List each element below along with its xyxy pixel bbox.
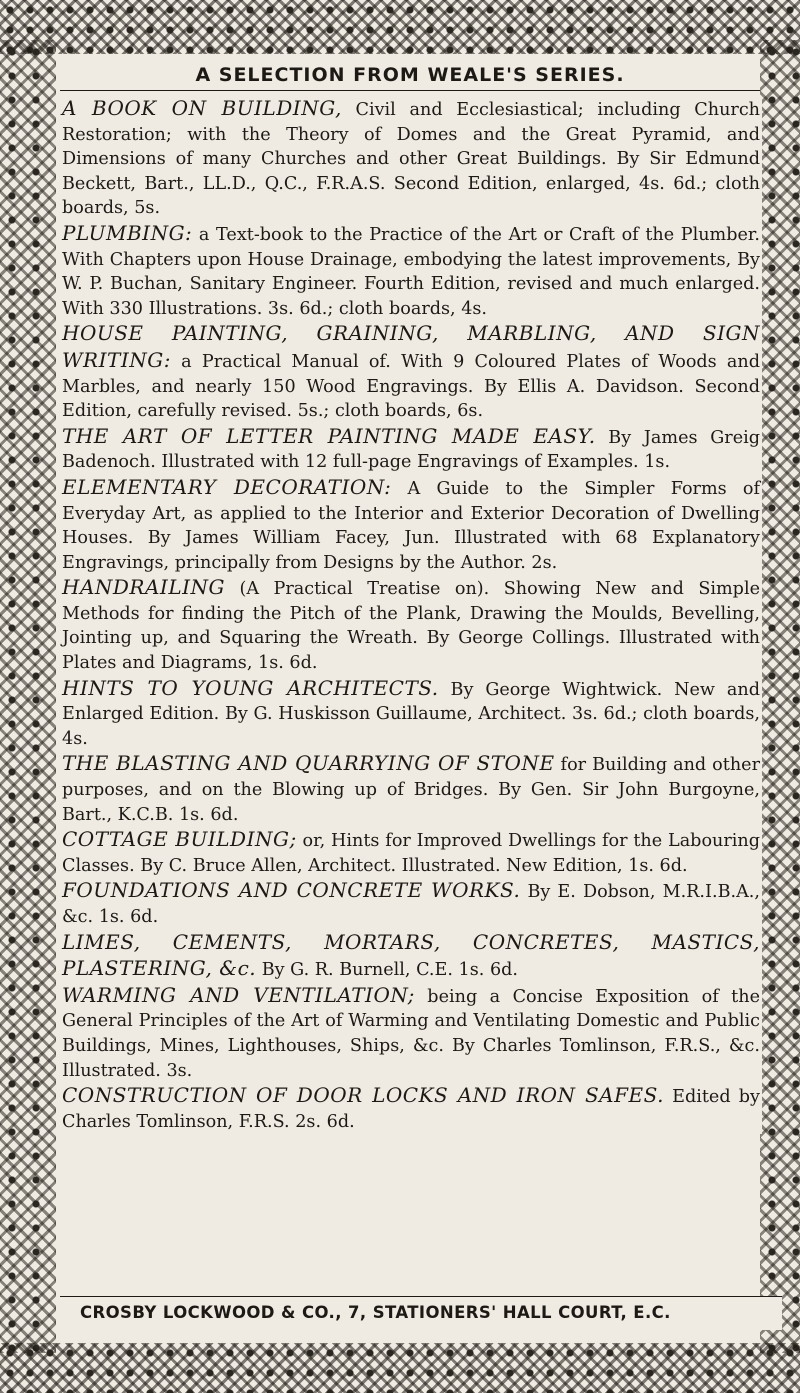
entry-text: or, Hints for Improved Dwellings for the Labouring Classes. By C. Bruce Allen, Architect. Illustrated. New Edition, 1s. 6d. (62, 831, 760, 876)
page-title: A SELECTION FROM WEALE'S SERIES. (195, 64, 625, 86)
catalogue-entry (60, 424, 762, 475)
page-header (60, 58, 760, 91)
entry-title: HANDRAILING (62, 575, 225, 600)
catalogue-entry (60, 676, 762, 752)
entry-text: for Building and other purposes, and on the Blowing up of Bridges. By Gen. Sir John Burgoyne, Bart., K.C.B. 1s. 6d. (62, 755, 760, 825)
catalogue-entry (60, 983, 762, 1083)
publisher-imprint: CROSBY LOCKWOOD & CO., 7, STATIONERS' HALL COURT, E.C. (60, 1296, 782, 1330)
catalogue-entry (60, 96, 762, 221)
entry-title: PLUMBING: (62, 220, 193, 245)
catalogue-entry (60, 827, 762, 878)
catalogue-entry (60, 1083, 762, 1134)
entry-title: THE ART OF LETTER PAINTING MADE EASY. (62, 423, 596, 448)
entry-title: FOUNDATIONS AND CONCRETE WORKS. (62, 878, 521, 903)
catalogue-entry (60, 930, 762, 983)
catalogue-entry (60, 321, 762, 423)
catalogue-entry (60, 221, 762, 321)
entry-title: THE BLASTING AND QUARRYING OF STONE (62, 751, 555, 776)
entry-title: WARMING AND VENTILATION; (62, 982, 415, 1007)
entry-title: COTTAGE BUILDING; (62, 827, 297, 852)
entry-text: a Text-book to the Practice of the Art or Craft of the Plumber. With Chapters upon House Drainage, embodying the latest improvements, By W. P. Buchan, Sanitary Engineer. Fourth Edition, revised and much enlarged. With 330 Illustrations. 3s. 6d.; cloth boards, 4s. (62, 224, 760, 319)
entry-title: HOUSE PAINTING, GRAINING, MARBLING, AND SIGN WRITING: (62, 321, 760, 372)
entry-text: (A Practical Treatise on). Showing New and Simple Methods for finding the Pitch of the Plank, Drawing the Moulds, Bevelling, Jointing up, and Squaring the Wreath. By George Collings. Illustrated with Plates and Diagrams, 1s. 6d. (62, 579, 760, 674)
entry-text: A Guide to the Simpler Forms of Everyday Art, as applied to the Interior and Exterior Decoration of Dwelling Houses. By James William Facey, Jun. Illustrated with 68 Explanatory Engravings, principally from Designs by the Author. 2s. (62, 478, 761, 573)
header-rule (60, 90, 760, 91)
entry-title: CONSTRUCTION OF DOOR LOCKS AND IRON SAFES. (62, 1083, 664, 1108)
entry-text: By James Greig Badenoch. Illustrated with 12 full-page Engravings of Examples. 1s. (62, 427, 761, 473)
entry-text: By E. Dobson, M.R.I.B.A., &c. 1s. 6d. (62, 882, 760, 927)
entry-title: HINTS TO YOUNG ARCHITECTS. (62, 675, 439, 700)
catalogue-entry (60, 751, 762, 827)
entry-text: Civil and Ecclesiastical; including Church Restoration; with the Theory of Domes and the Great Pyramid, and Dimensions of many Churches and other Great Buildings. By Sir Edmund Beckett, Bart., LL.D., Q.C., F.R.A.S. Second Edition, enlarged, 4s. 6d.; cloth boards, 5s. (62, 100, 761, 219)
catalogue-entry (60, 878, 762, 929)
decorative-border-left (0, 40, 56, 1353)
catalogue-entry (60, 575, 762, 675)
decorative-border-top (0, 0, 800, 54)
entry-title: ELEMENTARY DECORATION: (62, 474, 392, 499)
entry-text: By George Wightwick. New and Enlarged Edition. By G. Huskisson Guillaume, Architect. 3s. 6d.; cloth boards, 4s. (62, 679, 760, 749)
entry-text: By G. R. Burnell, C.E. 1s. 6d. (256, 960, 518, 981)
catalogue-entry (60, 475, 762, 575)
entry-text: being a Concise Exposition of the General Principles of the Art of Warming and Ventilating Domestic and Public Buildings, Mines, Lighthouses, Ships, &c. By Charles Tomlinson, F.R.S., &c. Illustrated. 3s. (62, 986, 760, 1081)
entry-text: Edited by Charles Tomlinson, F.R.S. 2s. 6d. (62, 1087, 760, 1132)
entry-title: A BOOK ON BUILDING, (62, 96, 342, 120)
decorative-border-right (760, 40, 800, 1353)
entry-text: a Practical Manual of. With 9 Coloured Plates of Woods and Marbles, and nearly 150 Wood Engravings. By Ellis A. Davidson. Second Edition, carefully revised. 5s.; cloth boards, 6s. (62, 351, 760, 422)
entry-title: LIMES, CEMENTS, MORTARS, CONCRETES, MASTICS, PLASTERING, &c. (62, 929, 760, 981)
decorative-border-bottom (0, 1343, 800, 1393)
catalogue-list (60, 96, 762, 1134)
